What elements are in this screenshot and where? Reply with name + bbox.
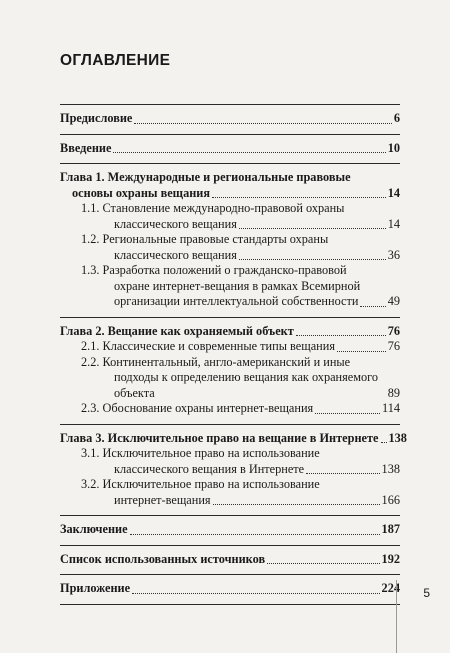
toc-entry-title: классического вещания: [114, 216, 237, 231]
leader-dots: [267, 563, 379, 564]
toc-entry-title: Глава 2. Вещание как охраняемый объект: [60, 323, 294, 338]
leader-dots: [239, 228, 386, 229]
toc-entry-page: 76: [387, 323, 400, 338]
toc-entry-page: 138: [388, 430, 407, 445]
section-1-1-title-line: 1.1. Становление международно-правовой охраны: [81, 201, 345, 215]
toc-entry-section-2-3: [60, 401, 400, 417]
toc-entry-page: 187: [381, 522, 400, 536]
section-3-2-title-line: 3.2. Исключительное право на использование: [81, 477, 320, 491]
toc-entry-title: 2.1. Классические и современные типы вещания: [81, 339, 335, 353]
toc-entry-section-3-1: [60, 462, 400, 478]
toc-entry-page: 14: [387, 216, 400, 231]
leader-dots: [360, 306, 385, 307]
leader-dots: [239, 259, 386, 260]
toc-entry-title: Введение: [60, 140, 112, 155]
page-number-divider: [396, 580, 397, 653]
toc-block-chapter-2: [60, 318, 400, 424]
section-1-2-title-line: 1.2. Региональные правовые стандарты охраны: [81, 232, 329, 246]
toc-entry-title: организации интеллектуальной собственности: [114, 294, 359, 308]
toc-block-chapter-1: [60, 164, 400, 317]
table-of-contents: [60, 104, 407, 605]
toc-entry-section-1-3: [60, 294, 400, 310]
toc-entry-page: 224: [381, 581, 400, 595]
toc-entry-chapter-2: [60, 324, 400, 340]
leader-dots: [213, 504, 380, 505]
toc-entry-title: Предисловие: [60, 111, 133, 125]
toc-entry-conclusion: [60, 522, 400, 538]
toc-block-appendix: [60, 575, 400, 604]
toc-entry-page: 166: [381, 492, 400, 507]
leader-dots: [296, 335, 386, 336]
toc-entry-preface: [60, 111, 400, 127]
toc-block-chapter-3: [60, 425, 407, 516]
toc-entry-title: Список использованных источников: [60, 551, 266, 566]
section-1-3-title-line: охране интернет-вещания в рамках Всемирной: [114, 278, 361, 293]
toc-entry-title: 2.3. Обоснование охраны интернет-вещания: [81, 401, 314, 415]
toc-entry-section-1-1: [60, 217, 400, 233]
toc-entry-title: Глава 3. Исключительное право на вещание в Интернете: [60, 430, 379, 445]
toc-entry-page: 76: [387, 339, 400, 353]
toc-entry-page: 49: [387, 294, 400, 308]
toc-entry-title: Приложение: [60, 581, 131, 595]
toc-entry-chapter-3: [60, 430, 407, 447]
toc-block-intro: [60, 135, 400, 164]
leader-dots: [306, 473, 379, 474]
toc-entry-title: Заключение: [60, 522, 128, 536]
toc-entry-section-2-1: [60, 339, 400, 355]
section-3-1-title-line: 3.1. Исключительное право на использование: [81, 446, 320, 460]
toc-entry-page: 36: [387, 247, 400, 262]
toc-entry-sources: [60, 552, 400, 568]
toc-entry-page: 89: [387, 385, 400, 400]
divider: [60, 604, 400, 605]
leader-dots: [134, 123, 391, 124]
toc-entry-section-1-2: [60, 248, 400, 264]
leader-dots: [337, 351, 386, 352]
toc-block-conclusion: [60, 516, 400, 545]
toc-entry-title: объекта: [114, 385, 155, 400]
chapter-1-title-line: Глава 1. Международные и региональные правовые: [60, 170, 351, 184]
toc-entry-page: 6: [393, 111, 400, 125]
leader-dots: [315, 413, 380, 414]
section-2-2-title-line: 2.2. Континентальный, англо-американский и иные: [81, 354, 351, 369]
page-number: 5: [423, 586, 430, 600]
toc-entry-page: 114: [382, 401, 400, 415]
toc-entry-section-2-2: [60, 386, 400, 402]
leader-dots: [212, 197, 386, 198]
leader-dots: [130, 534, 380, 535]
toc-entry-title: классического вещания в Интернете: [114, 461, 305, 476]
leader-dots: [113, 152, 385, 153]
toc-entry-page: 138: [381, 461, 400, 476]
toc-entry-intro: [60, 141, 400, 157]
toc-entry-title: классического вещания: [114, 247, 237, 262]
toc-entry-title: основы охраны вещания: [72, 185, 211, 200]
section-2-2-title-line: подходы к определению вещания как охраняемого: [114, 370, 379, 384]
toc-entry-title: интернет-вещания: [114, 492, 211, 507]
toc-entry-appendix: [60, 581, 400, 597]
leader-dots: [132, 593, 379, 594]
leader-dots: [381, 442, 387, 443]
page-title: ОГЛАВЛЕНИЕ: [60, 52, 171, 69]
toc-block-preface: [60, 105, 400, 134]
toc-entry-page: 14: [387, 185, 400, 200]
toc-block-sources: [60, 546, 400, 575]
leader-space: [157, 397, 386, 398]
toc-entry-page: 192: [381, 551, 400, 566]
section-1-3-title-line: 1.3. Разработка положений о гражданско-правовой: [81, 263, 347, 277]
toc-entry-section-3-2: [60, 493, 400, 509]
toc-entry-chapter-1: [60, 186, 400, 202]
toc-entry-page: 10: [387, 140, 400, 155]
